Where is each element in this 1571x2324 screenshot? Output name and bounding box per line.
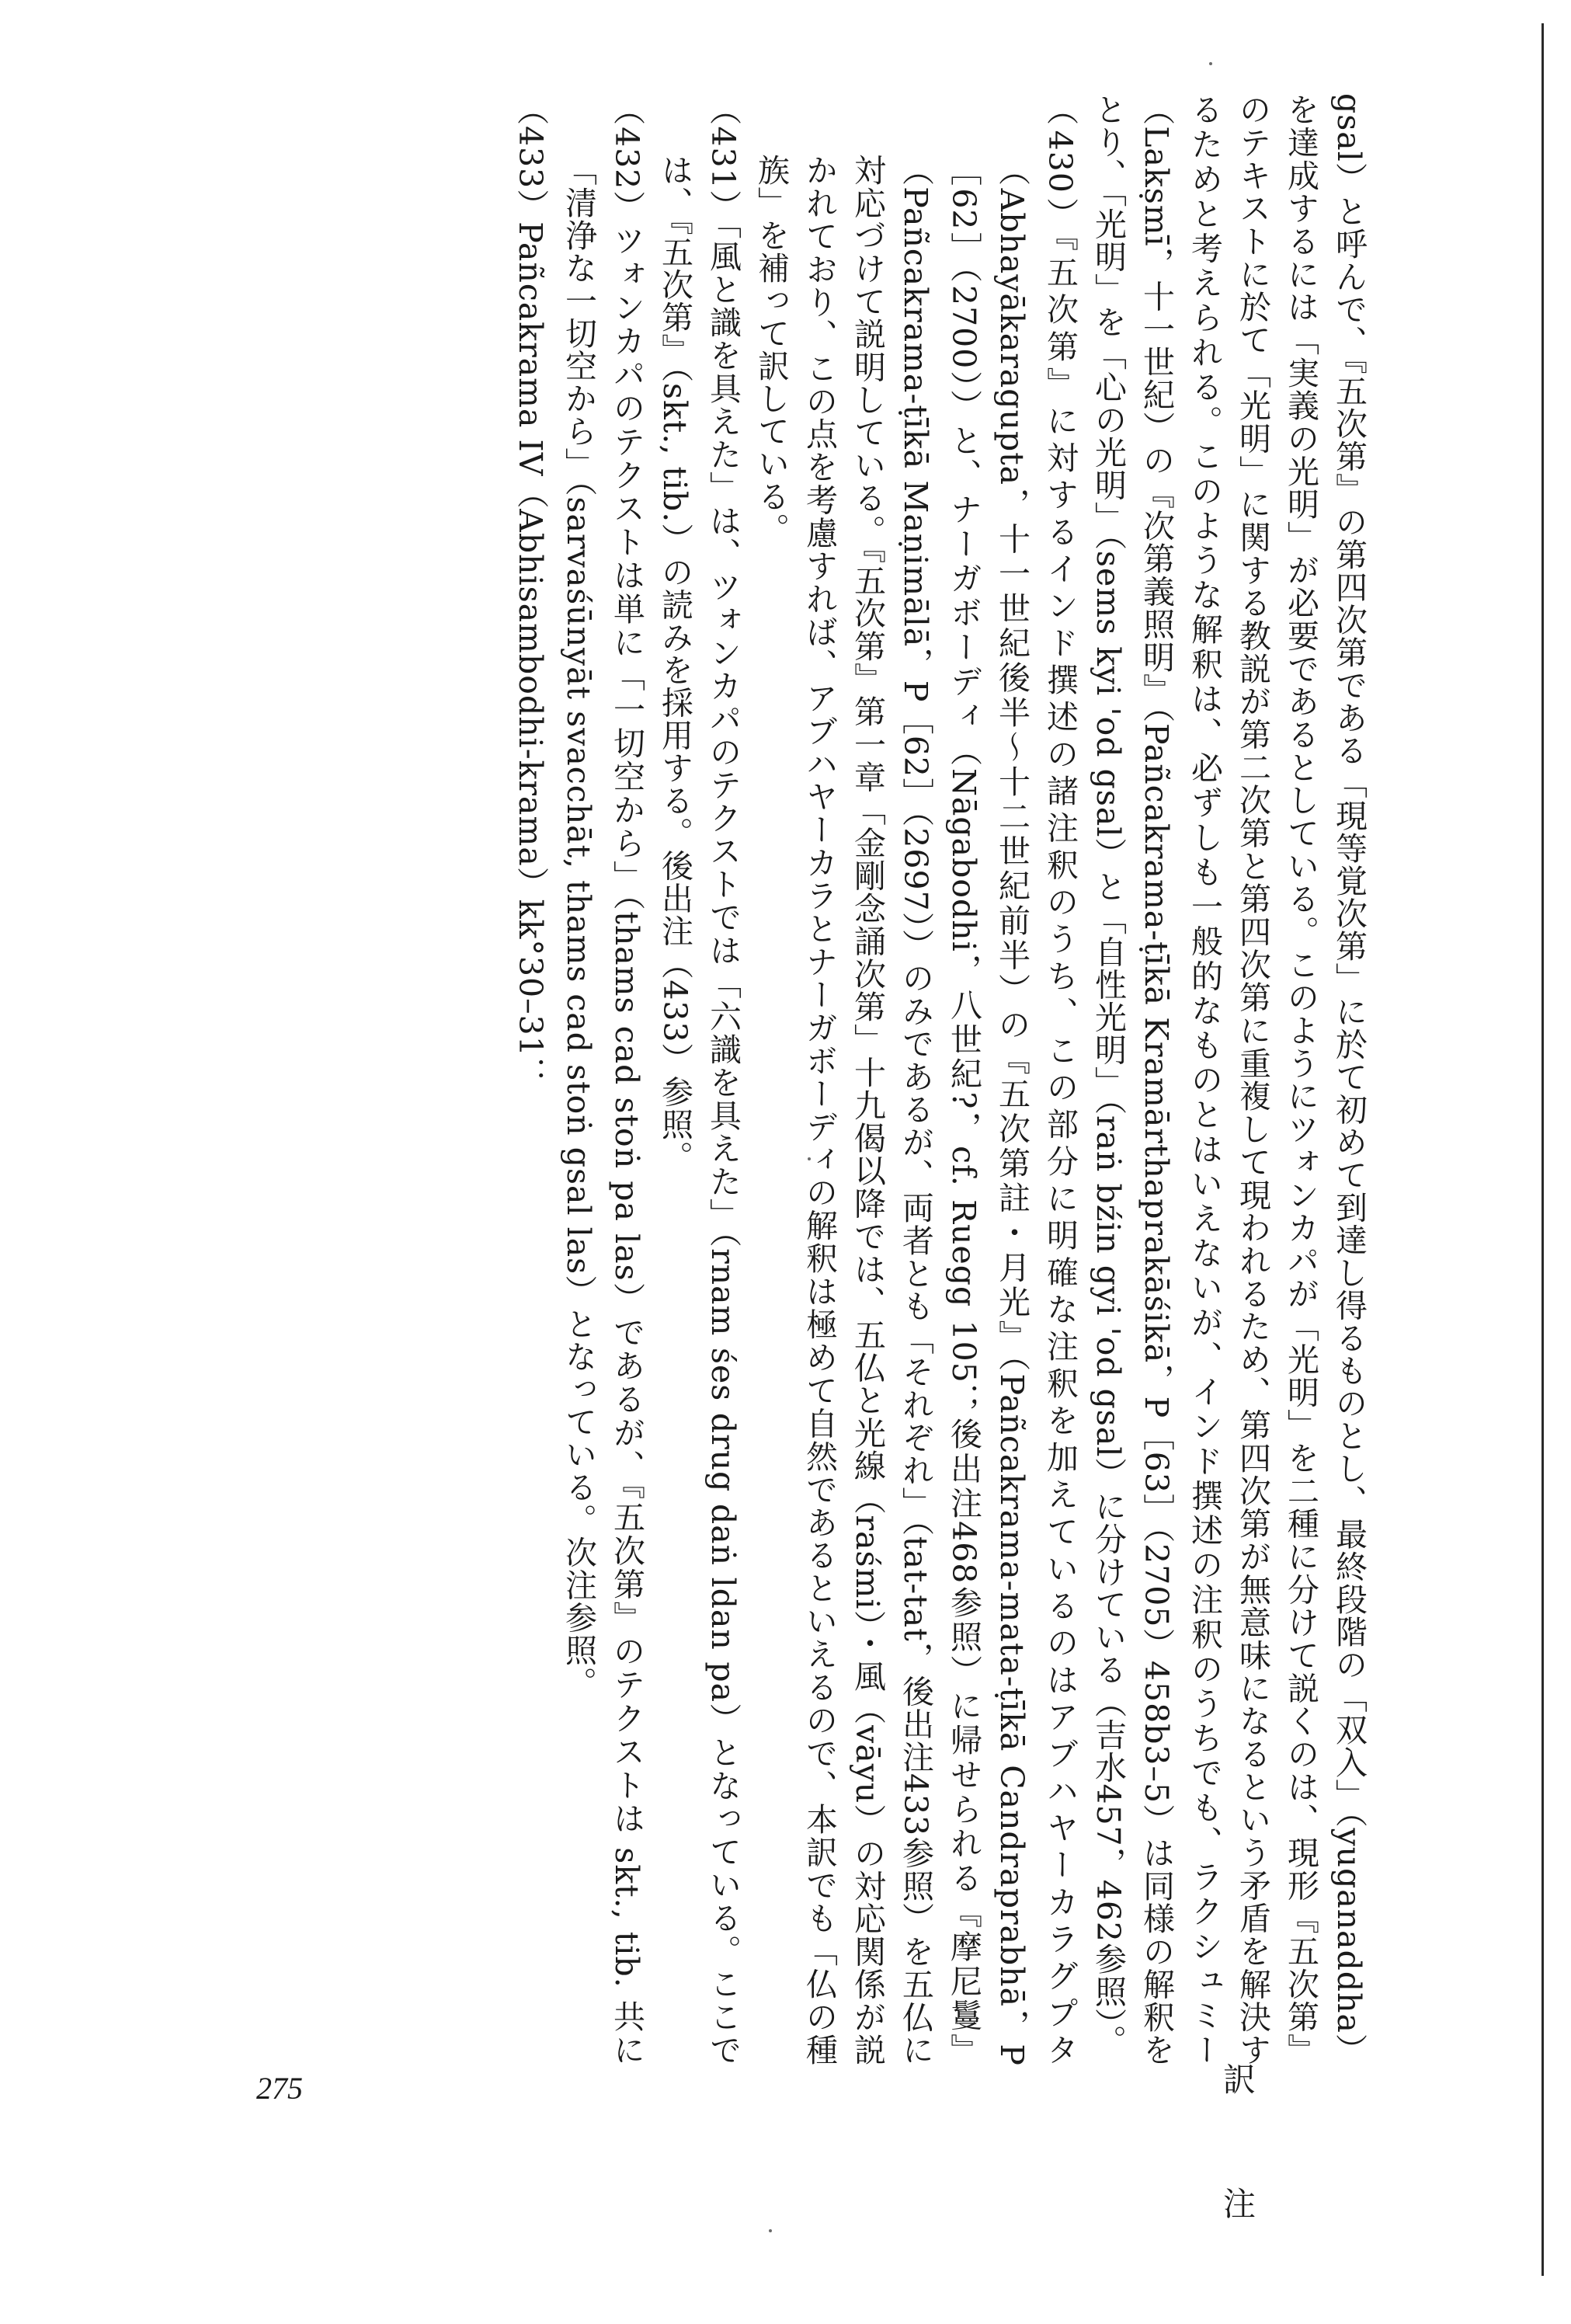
note-433: （433）Pañcakrama IV（Abhisambodhi-krama）kk°30–31：: [512, 93, 549, 1090]
page-edge-line: [1541, 23, 1544, 2276]
running-header: 訳 注: [1218, 2062, 1256, 2249]
page-number: 275: [256, 2071, 303, 2106]
scan-speck: [769, 2229, 772, 2232]
scan-speck: [1209, 62, 1212, 65]
annotation-body: [506, 93, 1373, 2066]
note-431: （431）「風と識を具えた」は、ツォンカパのテクストでは「六識を具えた」（rnam śes drug daṅ ldan pa）となっている。ここでは、『五次第』（skt., tib.）の読みを採用する。後出注（433）参照。: [656, 93, 742, 2066]
note-430: （430）『五次第』に対するインド撰述の諸注釈のうち、この部分に明確な注釈を加えているのはアブハヤーカラグプタ（Abhayākaragupta，十一世紀後半〜十二世紀前半）の『五次第註・月光』（Pañcakrama-mata-ṭīkā Candraprabhā，P［62］（2700））と、ナーガボーディ（Nāgabodhi，八世紀?，cf. Ruegg 105；後出注468参照）に帰せられる『摩尼鬘』（Pañcakrama-ṭīkā Maṇimālā，P［62］（2697））のみであるが、両者とも「それぞれ」（tat-tat，後出注433参照）を五仏に対応づけて説明している。『五次第』第一章「金剛念誦次第」十九偈以降では、五仏と光線（raśmi）・風（vāyu）の対応関係が説かれており、この点を考慮すれば、アブハヤーカラとナーガボーディの解釈は極めて自然であるといえるので、本訳でも「仏の種族」を補って訳している。: [752, 93, 1079, 2066]
note-432: （432）ツォンカパのテクストは単に「一切空から」（thams cad stoṅ pa las）であるが、『五次第』のテクストは skt., tib. 共に「清浄な一切空から」（sarvaśūnyāt svacchāt, thams cad stoṅ gsal las）となっている。次注参照。: [560, 93, 645, 2066]
continued-paragraph: gsal）と呼んで、『五次第』の第四次第である「現等覚次第」に於て初めて到達し得るものとし、最終段階の「双入」（yuganaddha）を達成するには「実義の光明」が必要であるとしている。このようにツォンカパが「光明」を二種に分けて説くのは、現形『五次第』のテキストに於て「光明」に関する教説が第二次第と第四次第に重複して現われるため、第四次第が無意味になるという矛盾を解決するためと考えられる。このような解釈は、必ずしも一般的なものとはいえないが、インド撰述の注釈のうちでも、ラクシュミー（Lakṣmī，十一世紀）の『次第義照明』（Pañcakrama-ṭīkā Kramārthaprakāśikā，P［63］（2705）458b3–5）は同様の解釈をとり、「光明」を「心の光明」（sems kyi 'od gsal）と「自性光明」（raṅ bźin gyi 'od gsal）に分けている（吉水457，462参照）。: [1090, 93, 1368, 2067]
